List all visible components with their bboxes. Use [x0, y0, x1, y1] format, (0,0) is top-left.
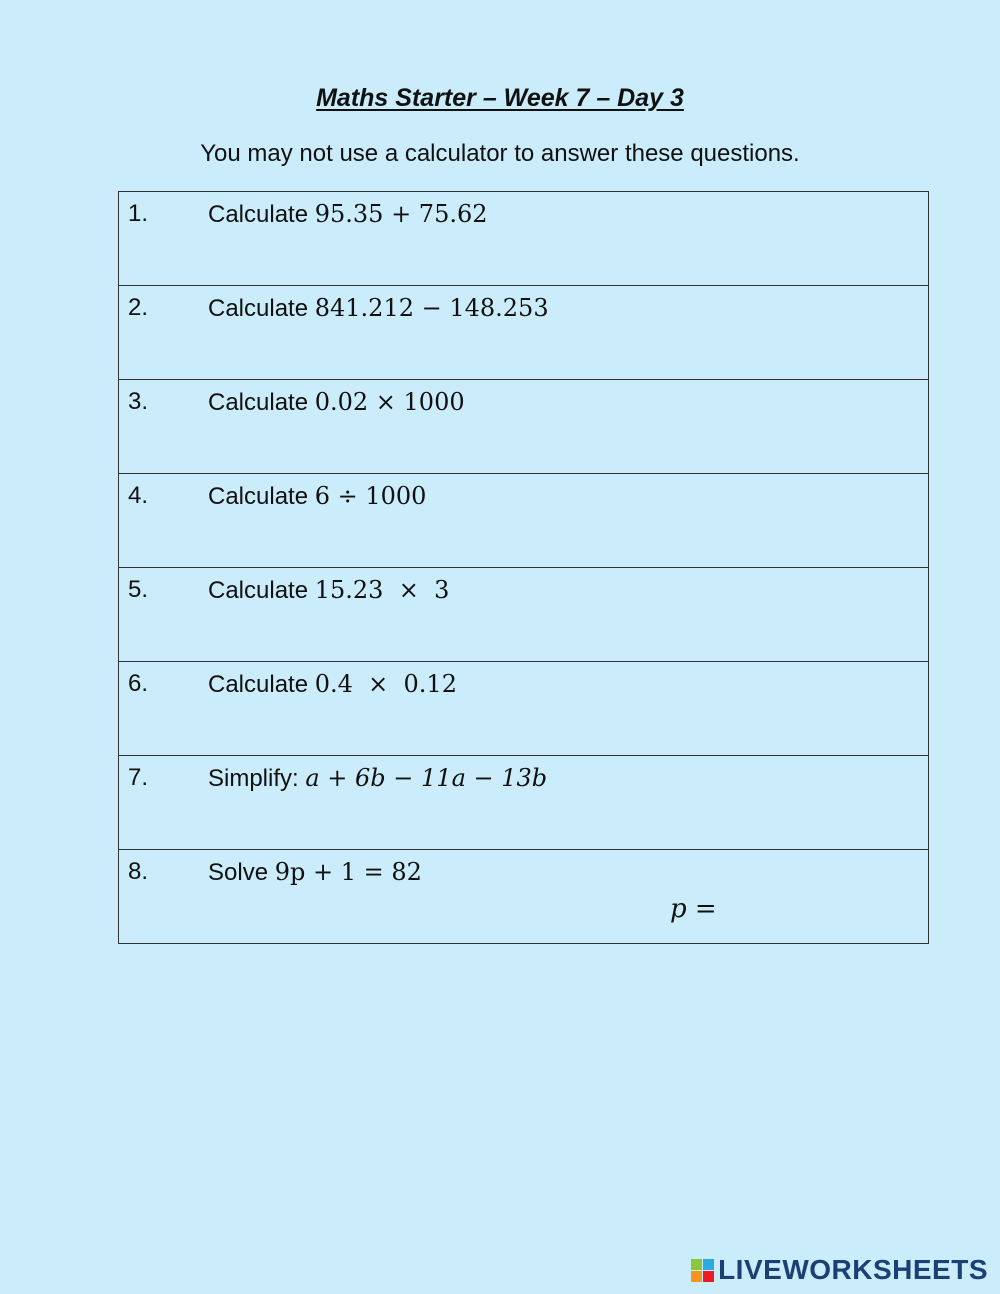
brand-text: LIVEWORKSHEETS	[718, 1254, 988, 1285]
question-row	[119, 568, 929, 662]
logo-square-v	[691, 1271, 702, 1282]
question-number: 2.	[128, 294, 149, 321]
question-prompt: Calculate	[208, 483, 315, 510]
brand-logo-icon	[691, 1259, 714, 1282]
question-prompt: Calculate	[208, 295, 315, 322]
question-expression: 0.4 × 0.12	[314, 670, 457, 698]
question-expression: 9p + 1 = 82	[274, 858, 422, 886]
question-number: 1.	[128, 200, 149, 227]
logo-square-i	[703, 1259, 714, 1270]
question-row	[119, 850, 929, 944]
logo-square-e	[703, 1271, 714, 1282]
question-row	[119, 192, 929, 286]
question-prompt: Calculate	[208, 201, 315, 228]
question-expression: 15.23 × 3	[314, 576, 450, 604]
question-number: 8.	[128, 858, 149, 885]
answer-label: p =	[670, 894, 717, 924]
questions-table	[118, 191, 929, 944]
question-prompt: Solve	[208, 859, 275, 886]
question-expression: 0.02 × 1000	[314, 388, 465, 416]
question-row	[119, 662, 929, 756]
question-number: 3.	[128, 388, 149, 415]
question-expression: 841.212 − 148.253	[314, 294, 549, 322]
question-prompt: Simplify:	[208, 765, 306, 792]
question-row	[119, 474, 929, 568]
logo-square-l	[691, 1259, 702, 1270]
question-number: 4.	[128, 482, 149, 509]
question-number: 6.	[128, 670, 149, 697]
question-row	[119, 380, 929, 474]
question-prompt: Calculate	[208, 671, 315, 698]
liveworksheets-logo	[691, 1254, 988, 1286]
question-row	[119, 286, 929, 380]
question-expression: 6 ÷ 1000	[314, 482, 427, 510]
question-prompt: Calculate	[208, 389, 315, 416]
instruction-text: You may not use a calculator to answer these questions.	[200, 140, 800, 167]
question-prompt: Calculate	[208, 577, 315, 604]
question-number: 5.	[128, 576, 149, 603]
question-expression: 95.35 + 75.62	[314, 200, 488, 228]
page-title: Maths Starter – Week 7 – Day 3	[316, 84, 684, 112]
question-row	[119, 756, 929, 850]
question-number: 7.	[128, 764, 149, 791]
question-expression: a + 6b − 11a − 13b	[305, 764, 548, 792]
